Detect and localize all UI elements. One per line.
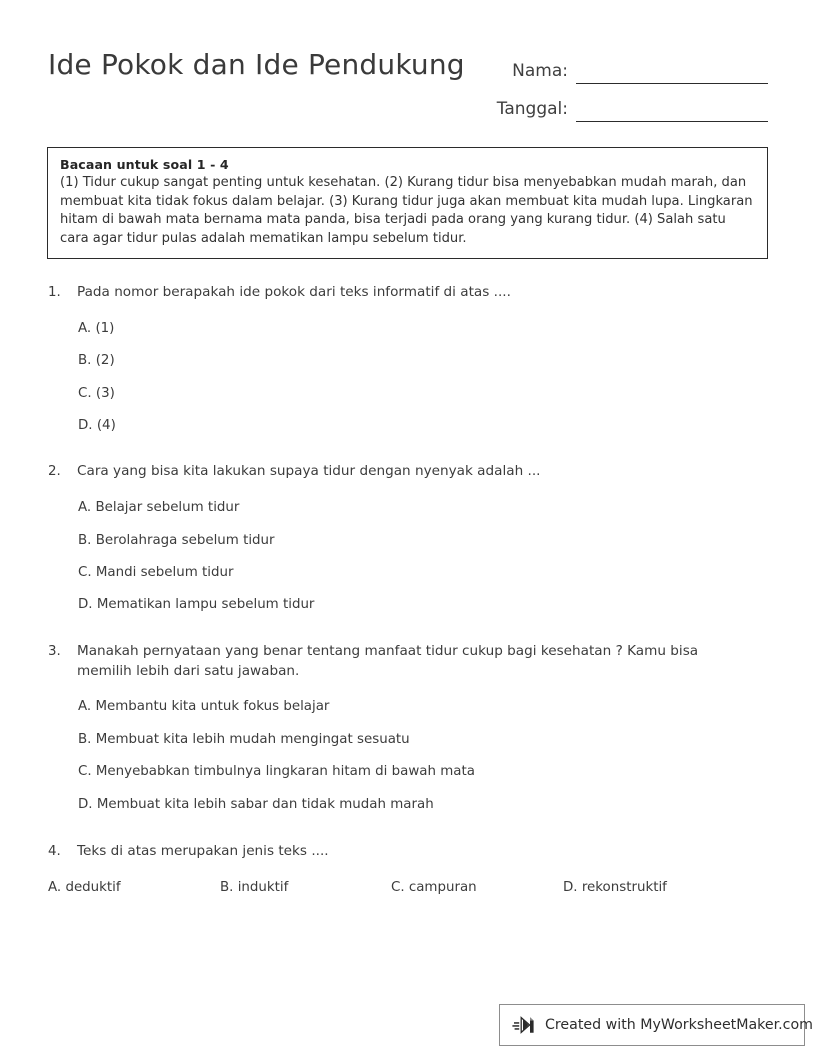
questions-list <box>48 283 768 900</box>
date-input-line[interactable] <box>576 99 768 122</box>
date-label: Tanggal: <box>496 99 568 119</box>
option-c[interactable]: C. campuran <box>391 879 477 895</box>
option-b[interactable]: B. Membuat kita lebih mudah mengingat sesuatu <box>78 731 410 747</box>
question-3 <box>48 642 768 814</box>
page-header <box>48 40 768 120</box>
question-2-number: 2. <box>48 464 61 480</box>
option-a[interactable]: A. Belajar sebelum tidur <box>78 500 240 516</box>
name-input-line[interactable] <box>576 61 768 84</box>
option-d[interactable]: D. Mematikan lampu sebelum tidur <box>78 597 315 613</box>
question-1-number: 1. <box>48 285 61 300</box>
footer-attribution-badge[interactable] <box>499 1004 813 1046</box>
option-b[interactable]: B. induktif <box>220 879 289 895</box>
question-2-text: Cara yang bisa kita lakukan supaya tidur dengan nyenyak adalah ... <box>77 463 541 480</box>
option-d[interactable]: D. Membuat kita lebih sabar dan tidak mudah marah <box>78 796 434 812</box>
question-3-number: 3. <box>48 643 61 659</box>
option-c[interactable]: C. (3) <box>78 385 115 401</box>
option-a[interactable]: A. (1) <box>78 320 115 336</box>
reading-passage-box <box>47 147 768 259</box>
question-2-heading <box>48 462 768 482</box>
question-1-options <box>48 319 768 436</box>
option-a[interactable]: A. deduktif <box>48 879 121 895</box>
student-info-fields <box>478 46 768 122</box>
option-c[interactable]: C. Mandi sebelum tidur <box>78 565 234 581</box>
question-4-number: 4. <box>48 844 61 860</box>
myworksheetmaker-logo-icon <box>512 1012 538 1038</box>
question-4-text: Teks di atas merupakan jenis teks .... <box>77 843 329 860</box>
question-4-heading <box>48 842 768 862</box>
option-b[interactable]: B. (2) <box>78 353 115 369</box>
question-3-options <box>48 697 768 814</box>
question-3-text: Manakah pernyataan yang benar tentang manfaat tidur cukup bagi kesehatan ? Kamu bisa memilih lebih dari satu jawaban. <box>77 642 699 679</box>
question-2-options <box>48 498 768 615</box>
footer-text: Created with MyWorksheetMaker.com <box>545 1017 813 1033</box>
option-d[interactable]: D. (4) <box>78 418 116 434</box>
question-3-heading <box>48 642 768 681</box>
question-1 <box>48 283 768 435</box>
option-d[interactable]: D. rekonstruktif <box>563 879 667 895</box>
option-a[interactable]: A. Membantu kita untuk fokus belajar <box>78 699 330 715</box>
question-4 <box>48 842 768 900</box>
question-1-heading <box>48 283 768 303</box>
question-4-options <box>48 880 768 900</box>
page-title: Ide Pokok dan Ide Pendukung <box>48 48 465 81</box>
passage-title: Bacaan untuk soal 1 - 4 <box>60 157 229 172</box>
passage-body: (1) Tidur cukup sangat penting untuk kesehatan. (2) Kurang tidur bisa menyebabkan mudah marah, dan membuat kita tidak fokus dalam belajar. (3) Kurang tidur juga akan membuat kita mudah lupa. Lingkaran hitam di bawah mata bernama mata panda, bisa terjadi pada orang yang kurang tidur. (4) Salah satu cara agar tidur pulas adalah mematikan lampu sebelum tidur. <box>60 175 753 246</box>
date-field-row <box>478 84 768 122</box>
option-b[interactable]: B. Berolahraga sebelum tidur <box>78 532 275 548</box>
question-1-text: Pada nomor berapakah ide pokok dari teks informatif di atas .... <box>77 284 511 300</box>
option-c[interactable]: C. Menyebabkan timbulnya lingkaran hitam di bawah mata <box>78 764 475 780</box>
question-2 <box>48 462 768 614</box>
name-label: Nama: <box>512 61 568 81</box>
name-field-row <box>478 46 768 84</box>
